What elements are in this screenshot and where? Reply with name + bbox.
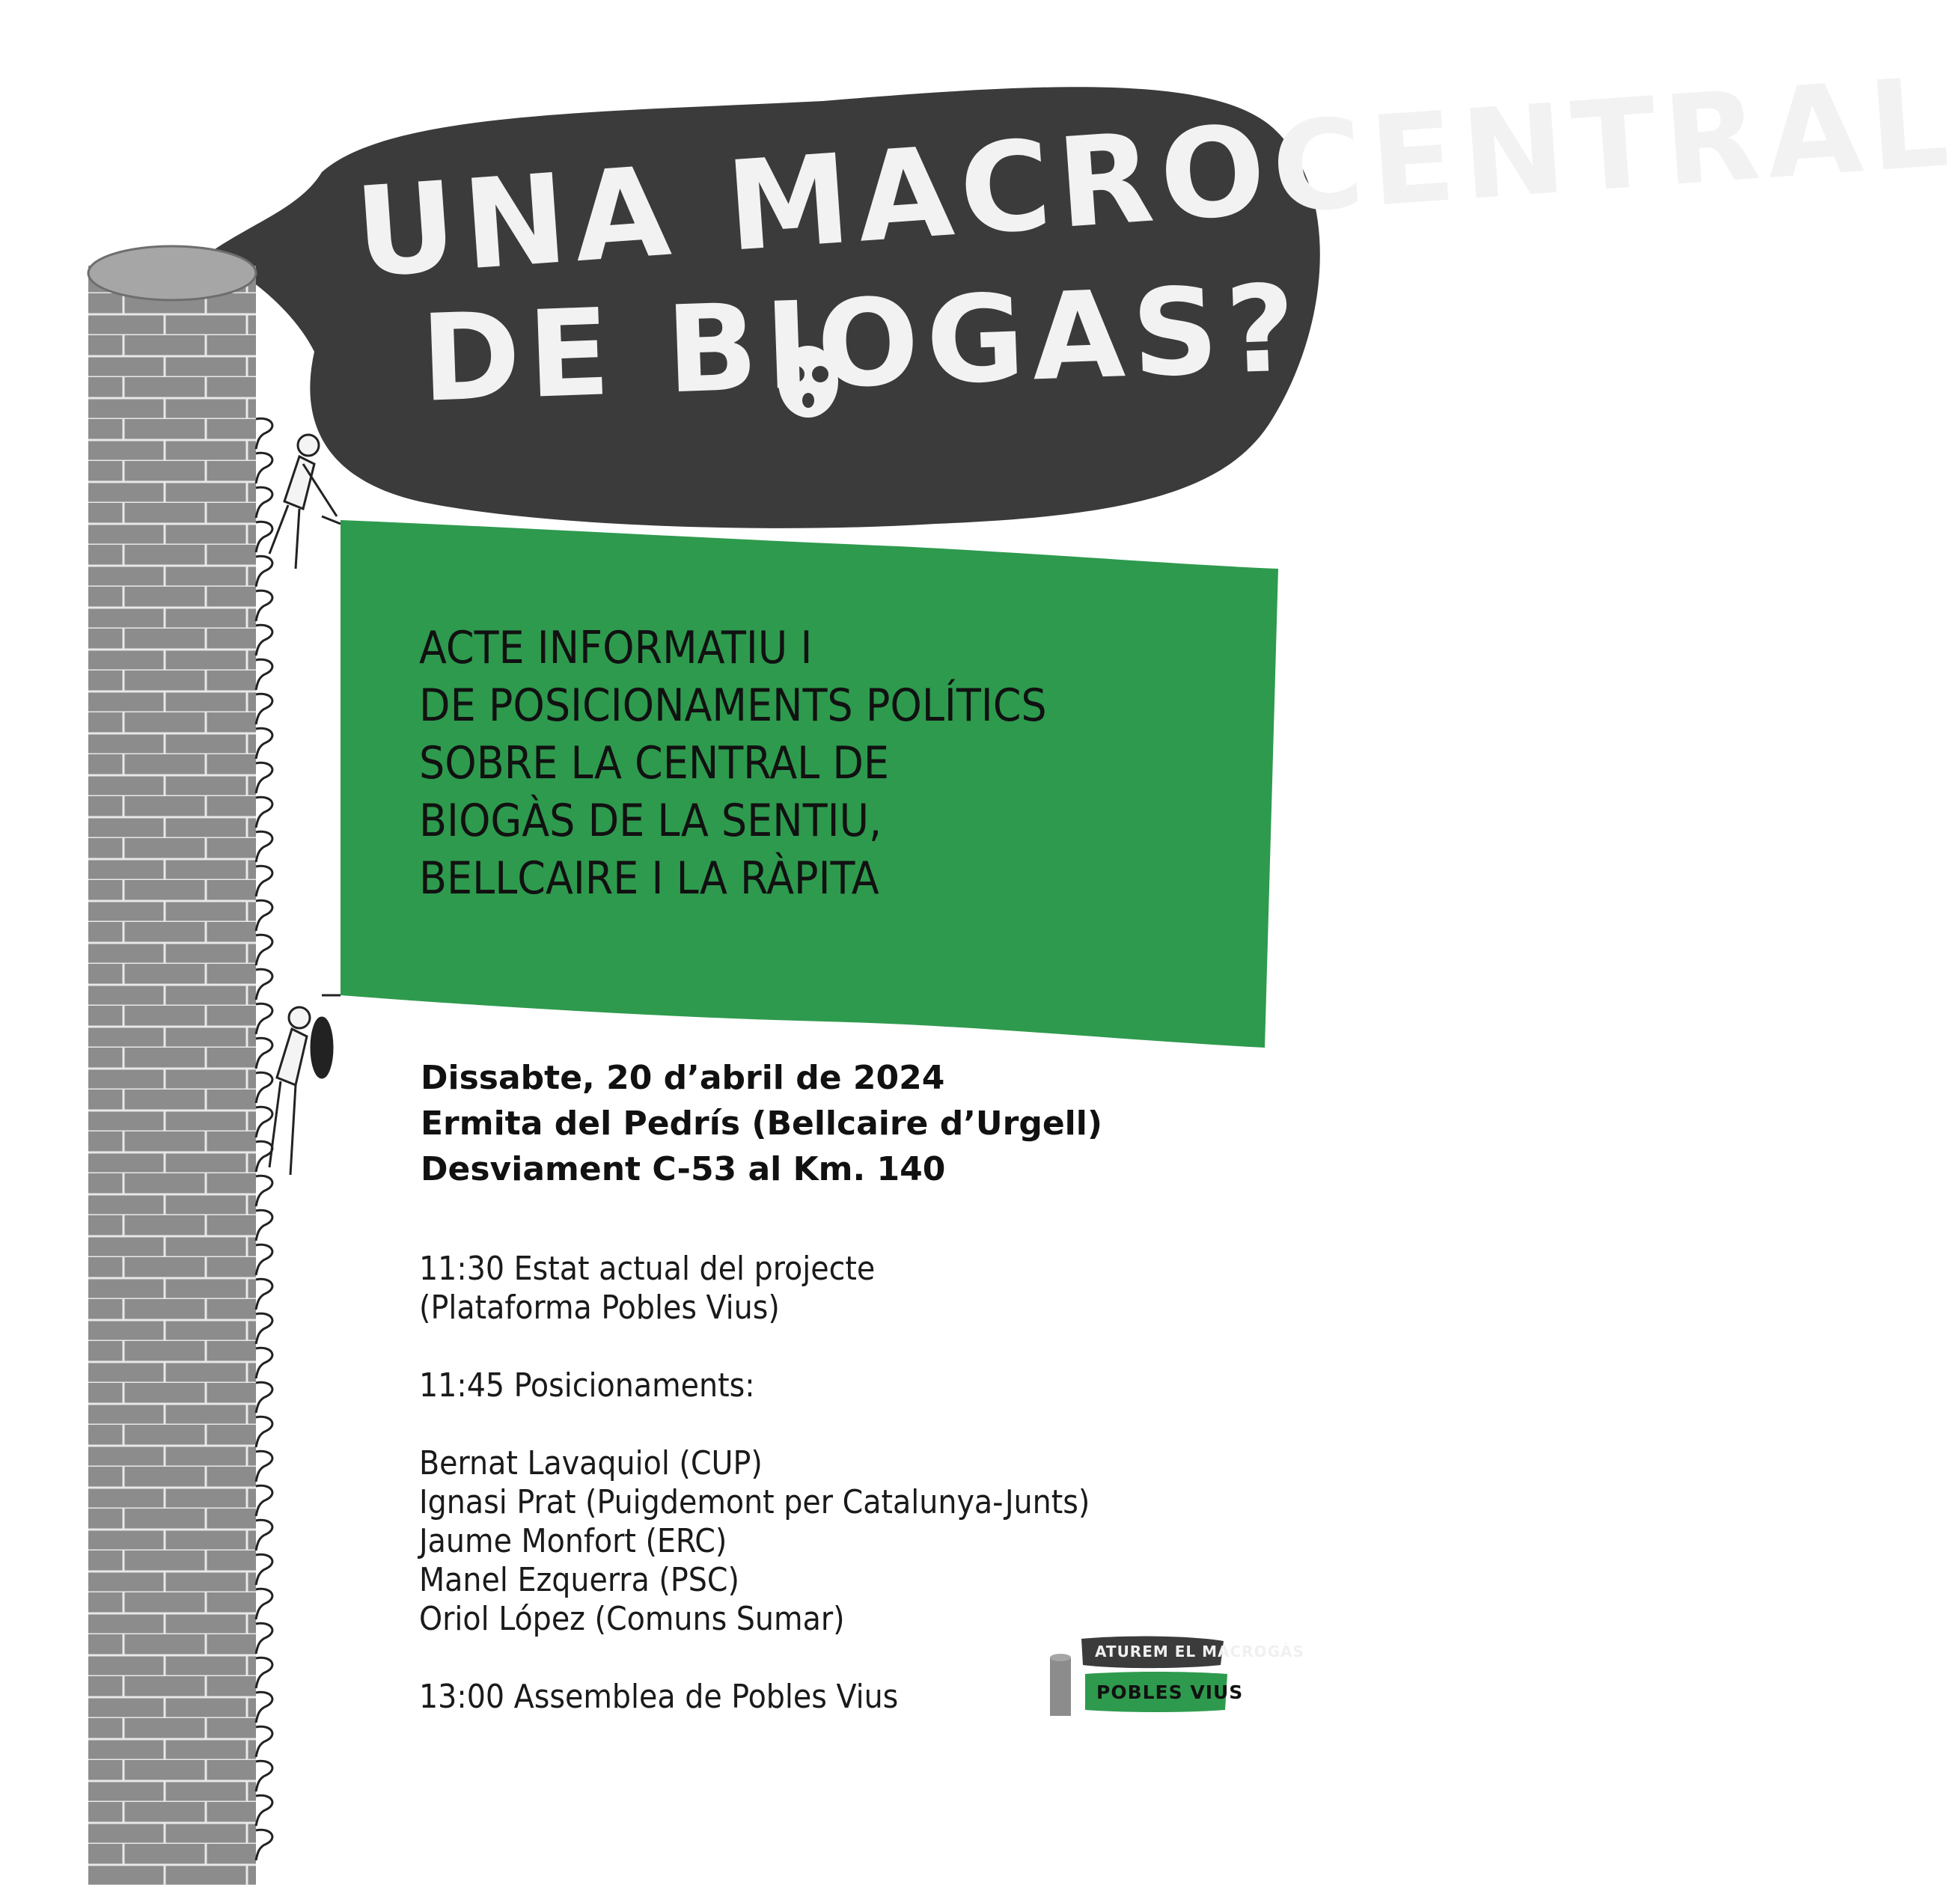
climber-top-figure	[269, 435, 337, 569]
logo-bottom-text: POBLES VIUS	[1096, 1681, 1244, 1703]
program-item-2-title: 11:45 Posicionaments:	[419, 1366, 755, 1405]
event-directions: Desviament C-53 al Km. 140	[421, 1150, 946, 1188]
flag-line: BIOGÀS DE LA SENTIU,	[419, 795, 882, 847]
flag-pole-rope-top	[322, 516, 341, 524]
pobles-vius-logo	[1044, 1635, 1304, 1717]
speaker-item: Oriol López (Comuns Sumar)	[419, 1600, 845, 1638]
flag-line: SOBRE LA CENTRAL DE	[419, 737, 890, 789]
speaker-item: Bernat Lavaquiol (CUP)	[419, 1444, 763, 1482]
logo-top-text: ATUREM EL MACROGÀS	[1095, 1643, 1304, 1661]
ladder-rungs	[256, 418, 272, 1860]
program-item-1-speaker: (Plataforma Pobles Vius)	[419, 1289, 780, 1327]
program	[419, 1250, 1090, 1717]
flag-title	[419, 620, 1272, 908]
program-item-3: 13:00 Assemblea de Pobles Vius	[419, 1678, 899, 1716]
headline-line-2: DE BIOGAS?	[418, 257, 1305, 429]
flag-line: DE POSICIONAMENTS POLÍTICS	[419, 679, 1047, 732]
speaker-item: Manel Ezquerra (PSC)	[419, 1561, 739, 1599]
speaker-item: Jaume Monfort (ERC)	[419, 1522, 727, 1560]
speaker-item: Ignasi Prat (Puigdemont per Catalunya-Junts)	[419, 1483, 1090, 1521]
climber-bottom-figure	[269, 1007, 332, 1175]
event-date: Dissabte, 20 d’abril de 2024	[421, 1059, 945, 1097]
chimney	[88, 246, 256, 1885]
flag-line: ACTE INFORMATIU I	[419, 622, 813, 674]
headline-line-1: UNA MACROCENTRAL	[351, 49, 1960, 305]
event-info	[421, 1055, 1102, 1192]
program-item-1-title: 11:30 Estat actual del projecte	[419, 1250, 876, 1288]
flag-line: BELLCAIRE I LA RÀPITA	[419, 852, 879, 905]
event-venue: Ermita del Pedrís (Bellcaire d’Urgell)	[421, 1105, 1102, 1143]
